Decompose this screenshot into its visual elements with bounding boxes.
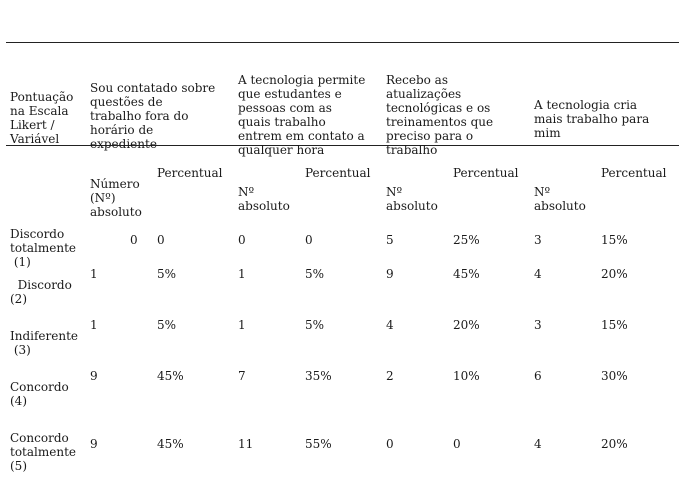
table-cell: 4 (386, 318, 394, 332)
table-cell: 35% (305, 369, 332, 383)
table-cell: 25% (453, 233, 480, 247)
table-cell: 7 (238, 369, 246, 383)
table-cell: 1 (238, 318, 246, 332)
table-cell: 0 (305, 233, 313, 247)
row-label-strongly-disagree: Discordo totalmente (1) (10, 227, 76, 269)
table-cell: 45% (157, 437, 184, 451)
subheader-absolute-number: Nº absoluto (386, 185, 438, 213)
table-cell: 9 (386, 267, 394, 281)
table-cell: 9 (90, 437, 98, 451)
row-label-strongly-agree: Concordo totalmente (5) (10, 431, 76, 473)
table-cell: 0 (130, 233, 138, 247)
table-cell: 5% (157, 267, 177, 281)
table-cell: 30% (601, 369, 628, 383)
table-cell: 45% (453, 267, 480, 281)
table-cell: 9 (90, 369, 98, 383)
table-cell: 15% (601, 233, 628, 247)
header-likert-scale: Pontuação na Escala Likert / Variável (10, 90, 74, 146)
table-cell: 20% (453, 318, 480, 332)
subheader-percentage: Percentual (601, 166, 667, 180)
table-cell: 0 (157, 233, 165, 247)
subheader-percentage: Percentual (157, 166, 223, 180)
subheader-absolute-number: Nº absoluto (238, 185, 290, 213)
header-contacted-after-hours: Sou contatado sobre questões de trabalho fora do horário de expediente (90, 81, 216, 151)
row-label-neutral: Indiferente (3) (10, 329, 79, 357)
table-cell: 3 (534, 318, 542, 332)
table-cell: 15% (601, 318, 628, 332)
table-cell: 20% (601, 437, 628, 451)
table-cell: 45% (157, 369, 184, 383)
header-technology-creates-work: A tecnologia cria mais trabalho para mim (534, 98, 650, 140)
subheader-percentage: Percentual (453, 166, 519, 180)
table-cell: 20% (601, 267, 628, 281)
table-cell: 55% (305, 437, 332, 451)
subheader-percentage: Percentual (305, 166, 371, 180)
table-cell: 0 (238, 233, 246, 247)
table-cell: 3 (534, 233, 542, 247)
table-cell: 1 (90, 267, 98, 281)
table-cell: 2 (386, 369, 394, 383)
table-cell: 11 (238, 437, 254, 451)
table-top-rule (6, 42, 679, 43)
table-cell: 4 (534, 267, 542, 281)
header-technology-contact-anytime: A tecnologia permite que estudantes e pessoas com as quais trabalho entrem em contato a qualquer hora (238, 73, 366, 157)
table-cell: 0 (386, 437, 394, 451)
table-cell: 0 (453, 437, 461, 451)
table-cell: 5% (305, 267, 325, 281)
table-cell: 1 (238, 267, 246, 281)
table-cell: 6 (534, 369, 542, 383)
table-cell: 10% (453, 369, 480, 383)
table-cell: 5 (386, 233, 394, 247)
table-cell: 5% (157, 318, 177, 332)
row-label-disagree: Discordo (2) (10, 278, 72, 306)
header-receive-updates-training: Recebo as atualizações tecnológicas e os treinamentos que preciso para o trabalho (386, 73, 494, 157)
row-label-agree: Concordo (4) (10, 380, 69, 408)
table-cell: 1 (90, 318, 98, 332)
subheader-absolute-number: Número (Nº) absoluto (90, 177, 142, 219)
table-cell: 5% (305, 318, 325, 332)
table-cell: 4 (534, 437, 542, 451)
subheader-absolute-number: Nº absoluto (534, 185, 586, 213)
